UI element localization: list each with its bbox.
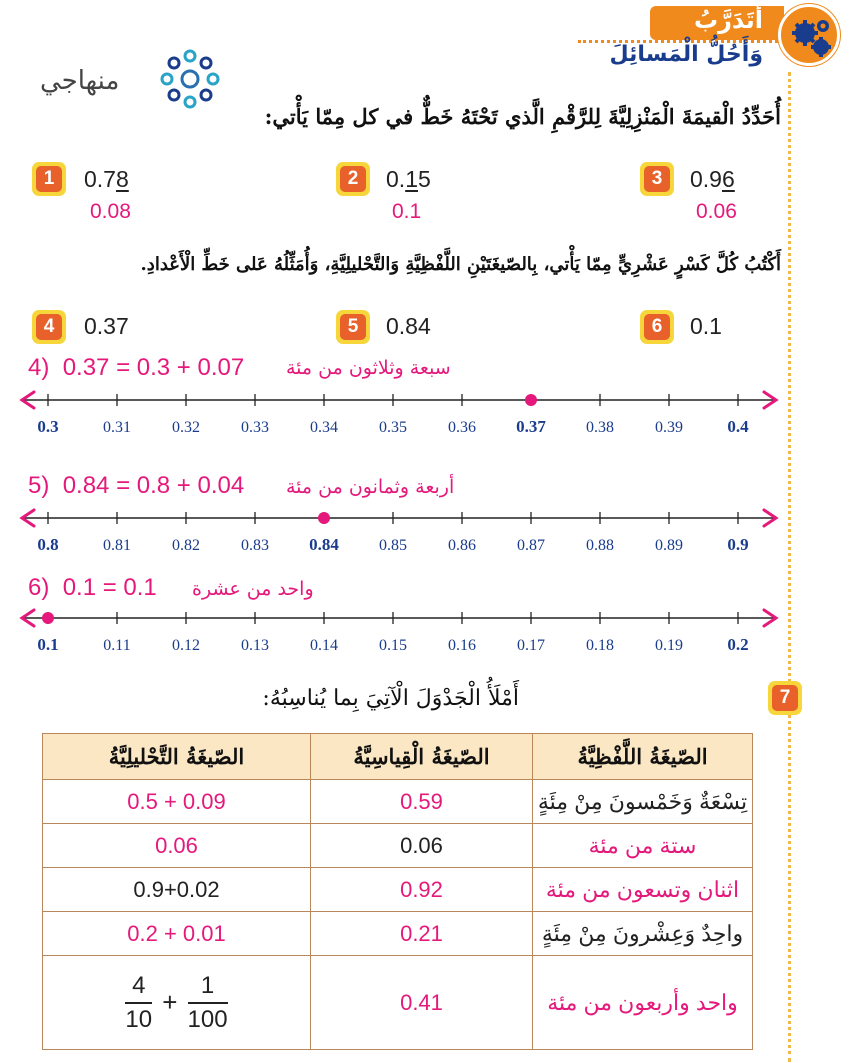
tick-label: 0.31	[103, 419, 131, 436]
question-1-value: 0.78	[84, 166, 129, 192]
tick-label: 0.15	[379, 637, 407, 654]
tick-label: 0.1	[37, 635, 59, 654]
tick-label: 0.36	[448, 419, 476, 436]
tick-label: 0.4	[727, 417, 749, 436]
tick-label: 0.13	[241, 637, 269, 654]
tick-label: 0.88	[586, 537, 614, 554]
fraction-hundredths: $\frac{1}{100}$	[187, 971, 228, 1033]
cell-verbal: ستة من مئة	[533, 824, 753, 868]
cell-verbal: تِسْعَةٌ وَخَمْسونَ مِنْ مِئَةٍ	[533, 780, 753, 824]
question-7-badge: 7	[768, 681, 802, 715]
question-3-value: 0.96	[690, 166, 735, 192]
cell-expanded-fraction	[43, 956, 311, 1050]
number-line-5	[18, 500, 788, 560]
section-title: أَتَدَرَّبُ	[693, 6, 763, 34]
cell-verbal: اثنان وتسعون من مئة	[533, 868, 753, 912]
cell-standard: 0.92	[311, 868, 533, 912]
question-4-value: 0.37	[84, 313, 129, 339]
table-row	[43, 956, 753, 1050]
tick-label: 0.82	[172, 537, 200, 554]
question-5-badge: 5	[336, 310, 370, 344]
header-expanded: الصّيغَةُ التَّحْليلِيَّةُ	[43, 734, 311, 780]
cell-standard: 0.06	[311, 824, 533, 868]
number-line-4	[18, 382, 788, 442]
tick-label: 0.8	[37, 535, 59, 554]
table-row	[43, 912, 753, 956]
question-2-answer: 0.1	[392, 200, 422, 223]
cell-expanded: 0.06	[43, 824, 311, 868]
question-6-badge: 6	[640, 310, 674, 344]
margin-divider	[788, 72, 791, 1062]
number-line-6-equation: 6) 0.1 = 0.1	[28, 574, 157, 601]
instruction-forms: أَكْتُبُ كُلَّ كَسْرٍ عَشْرِيٍّ مِمّا يَأْتي، بِالصّيغَتَيْنِ اللَّفْظِيَّةِ وَالتَّحْليلِيَّةِ، وَأُمَثِّلُهُ عَلى خَطِّ الْأَعْدادِ.	[140, 254, 781, 275]
tick-label: 0.35	[379, 419, 407, 436]
question-6-value: 0.1	[690, 313, 722, 339]
cell-verbal: واحد وأربعون من مئة	[533, 956, 753, 1050]
tick-label: 0.2	[727, 635, 749, 654]
cell-expanded: 0.9+0.02	[43, 868, 311, 912]
number-line-6-words: واحد من عشرة	[192, 578, 314, 600]
tick-label: 0.38	[586, 419, 614, 436]
cell-expanded: 0.2 + 0.01	[43, 912, 311, 956]
number-line-6	[18, 600, 788, 660]
number-line-point	[525, 394, 537, 406]
question-3-answer: 0.06	[696, 200, 737, 223]
tick-label: 0.39	[655, 419, 683, 436]
tick-label: 0.33	[241, 419, 269, 436]
tick-label: 0.14	[310, 637, 338, 654]
tick-label: 0.86	[448, 537, 476, 554]
number-line-5-words: أربعة وثمانون من مئة	[286, 476, 455, 498]
tick-label: 0.83	[241, 537, 269, 554]
tick-label: 0.84	[309, 535, 339, 554]
cell-expanded: 0.5 + 0.09	[43, 780, 311, 824]
tick-label: 0.32	[172, 419, 200, 436]
table-row	[43, 868, 753, 912]
question-2-badge: 2	[336, 162, 370, 196]
question-5-value: 0.84	[386, 313, 431, 339]
tick-label: 0.17	[517, 637, 545, 654]
tick-label: 0.16	[448, 637, 476, 654]
question-4-badge: 4	[32, 310, 66, 344]
table-row	[43, 824, 753, 868]
gears-icon	[778, 4, 840, 66]
tick-label: 0.9	[727, 535, 749, 554]
tick-label: 0.11	[103, 637, 131, 654]
header-verbal: الصّيغَةُ اللَّفْظِيَّةُ	[533, 734, 753, 780]
number-line-point	[318, 512, 330, 524]
tick-label: 0.34	[310, 419, 338, 436]
instruction-table: أَمْلَأُ الْجَدْوَلَ الْآتِيَ بِما يُناسِبُهُ:	[262, 686, 519, 711]
table-header-row	[43, 734, 753, 780]
tick-label: 0.19	[655, 637, 683, 654]
plus-sign: +	[162, 987, 178, 1017]
number-line-point	[42, 612, 54, 624]
cell-standard: 0.21	[311, 912, 533, 956]
header-standard: الصّيغَةُ الْقِياسِيَّةُ	[311, 734, 533, 780]
tick-label: 0.85	[379, 537, 407, 554]
instruction-place-value: أُحَدِّدُ الْقيمَةَ الْمَنْزِلِيَّةَ لِلرَّقْمِ الَّذي تَحْتَهُ خَطٌّ في كل مِمّا يَأْتي:	[264, 104, 781, 129]
number-line-5-equation: 5) 0.84 = 0.8 + 0.04	[28, 472, 245, 499]
number-line-4-equation: 4) 0.37 = 0.3 + 0.07	[28, 354, 245, 381]
tick-label: 0.81	[103, 537, 131, 554]
section-subtitle: وَأَحُلُّ الْمَسائِلَ	[609, 42, 763, 67]
table-row	[43, 780, 753, 824]
question-2-value: 0.15	[386, 166, 431, 192]
cell-verbal: واحِدٌ وَعِشْرونَ مِنْ مِئَةٍ	[533, 912, 753, 956]
cell-standard: 0.41	[311, 956, 533, 1050]
cell-standard: 0.59	[311, 780, 533, 824]
brand-name: منهاجي	[40, 66, 120, 96]
tick-label: 0.3	[37, 417, 59, 436]
fraction-tenths: $\frac{4}{10}$	[125, 971, 153, 1033]
question-3-badge: 3	[640, 162, 674, 196]
question-1-badge: 1	[32, 162, 66, 196]
tick-label: 0.89	[655, 537, 683, 554]
tick-label: 0.18	[586, 637, 614, 654]
tick-label: 0.37	[516, 417, 546, 436]
number-line-4-words: سبعة وثلاثون من مئة	[286, 357, 451, 379]
forms-table	[42, 733, 753, 1050]
question-1-answer: 0.08	[90, 200, 131, 223]
tick-label: 0.12	[172, 637, 200, 654]
tick-label: 0.87	[517, 537, 545, 554]
